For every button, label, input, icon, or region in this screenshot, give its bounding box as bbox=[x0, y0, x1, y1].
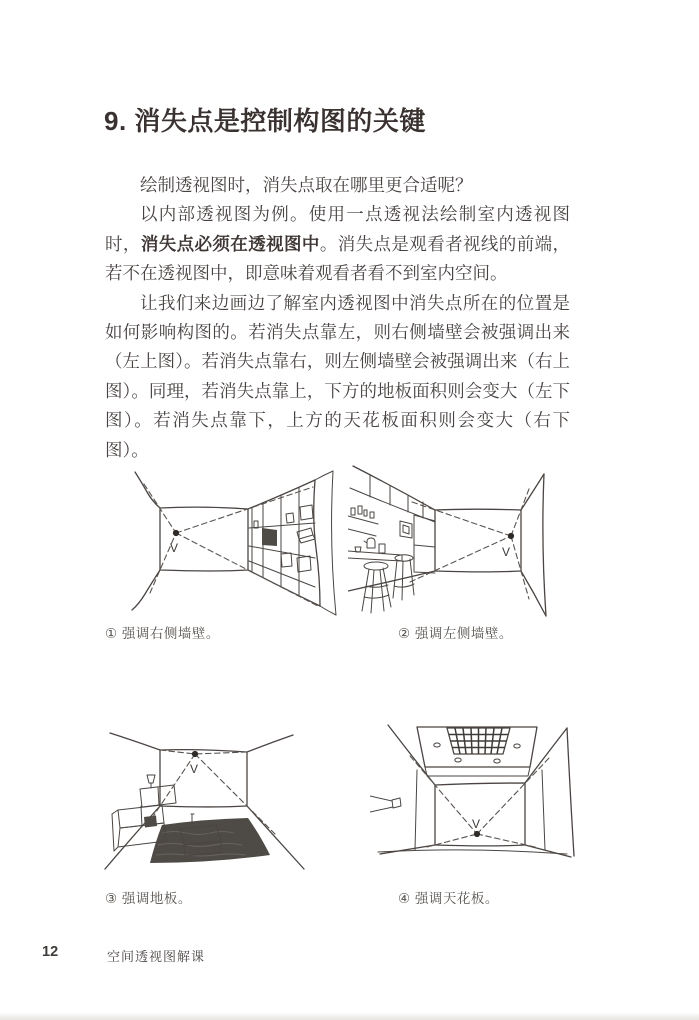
vanishing-point-label: V bbox=[190, 762, 199, 776]
vanishing-point-dot bbox=[173, 530, 179, 536]
figure-4-ceiling-sketch bbox=[370, 700, 615, 880]
wall-sconce bbox=[370, 796, 401, 812]
figure-2-caption: ② 强调左侧墙壁。 bbox=[398, 626, 513, 641]
section-title: 9. 消失点是控制构图的关键 bbox=[104, 106, 426, 136]
paragraph-3: 让我们来边画边了解室内透视图中消失点所在的位置是如何影响构图的。若消失点靠左，则右侧墙壁会被强调出来（左上图）。若消失点靠右，则左侧墙壁会被强调出来（右上图）。同理，若消失点靠上，下方的地板面积则会变大（左下图）。若消失点靠下，上方的天花板面积则会变大（右下图）。 bbox=[105, 292, 570, 460]
room-outline bbox=[132, 471, 336, 615]
paragraph-2-bold: 消失点必须在透视图中 bbox=[140, 233, 320, 254]
right-wall-shelving bbox=[249, 488, 315, 596]
figure-1-right-wall-sketch bbox=[100, 458, 345, 626]
footer-page-number: 12 bbox=[42, 944, 59, 960]
figure-3-floor-sketch bbox=[100, 705, 345, 880]
footer-book-title: 空间透视图解课 bbox=[107, 949, 206, 964]
laptop bbox=[297, 528, 315, 543]
jars bbox=[351, 506, 374, 518]
paragraph-2-seg1: 以内部透视图为例。使用一点透视法绘制室内透视图时， bbox=[105, 204, 570, 254]
figure-1-caption: ① 强调右侧墙壁。 bbox=[105, 626, 220, 641]
vanishing-point-label: V bbox=[502, 545, 511, 559]
cushion bbox=[144, 816, 157, 828]
paragraph-2-seg2: 。消失点是观看者视线的前端，若不在透视图中，即意味着观看者看不到室内空间。 bbox=[105, 233, 571, 284]
figure-4-caption: ④ 强调天花板。 bbox=[398, 891, 499, 906]
page-bottom-edge bbox=[0, 1012, 699, 1020]
figure-3-caption: ③ 强调地板。 bbox=[105, 891, 192, 906]
lamp bbox=[147, 775, 155, 788]
kitchen-wall bbox=[348, 475, 435, 573]
stools bbox=[362, 555, 414, 613]
figure-2-left-wall-sketch bbox=[348, 458, 600, 630]
vanishing-point-label: V bbox=[472, 817, 481, 831]
counter-items bbox=[355, 538, 385, 553]
picture-frame bbox=[400, 521, 412, 538]
room-outline bbox=[348, 466, 546, 616]
vanishing-point-dot bbox=[508, 533, 514, 539]
side-unit bbox=[140, 775, 176, 807]
vanishing-point-dot bbox=[192, 751, 198, 757]
room-outline bbox=[378, 725, 574, 857]
picture-frame bbox=[262, 528, 277, 546]
vanishing-point-label: V bbox=[170, 541, 179, 555]
paragraph-1: 绘制透视图时，消失点取在哪里更合适呢？ bbox=[140, 175, 473, 195]
vanishing-point-dot bbox=[474, 831, 480, 837]
body-text bbox=[105, 171, 570, 465]
paragraph-2 bbox=[105, 200, 570, 288]
wall-shelves bbox=[348, 516, 378, 536]
ceiling-skylight bbox=[417, 727, 537, 776]
rug bbox=[150, 818, 270, 863]
